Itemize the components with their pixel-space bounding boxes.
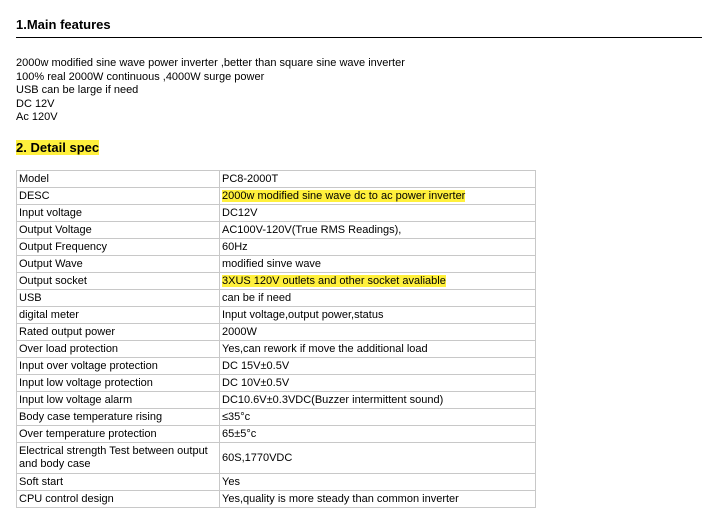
- spec-label: Output Wave: [17, 256, 220, 273]
- spec-label: Model: [17, 171, 220, 188]
- spec-value: 2000W: [220, 324, 536, 341]
- detail-spec-heading-text: 2. Detail spec: [16, 140, 100, 155]
- spec-value: modified sinve wave: [220, 256, 536, 273]
- feature-line: Ac 120V: [16, 111, 58, 123]
- table-row: [17, 324, 536, 341]
- spec-value: DC 15V±0.5V: [220, 358, 536, 375]
- table-row: [17, 273, 536, 290]
- feature-line: 2000w modified sine wave power inverter ,better than square sine wave inverter: [16, 57, 405, 69]
- spec-value: [220, 273, 536, 290]
- table-row: [17, 474, 536, 491]
- feature-line: USB can be large if need: [16, 84, 139, 96]
- spec-label: Input over voltage protection: [17, 358, 220, 375]
- spec-value: DC 10V±0.5V: [220, 375, 536, 392]
- spec-label: Output socket: [17, 273, 220, 290]
- spec-label: Soft start: [17, 474, 220, 491]
- table-row: [17, 443, 536, 474]
- spec-label: Input voltage: [17, 205, 220, 222]
- spec-label: USB: [17, 290, 220, 307]
- table-row: [17, 307, 536, 324]
- features-list: [16, 57, 405, 125]
- spec-table: [16, 170, 536, 508]
- spec-label: digital meter: [17, 307, 220, 324]
- table-row: [17, 239, 536, 256]
- feature-line: DC 12V: [16, 97, 55, 110]
- spec-label: Output Frequency: [17, 239, 220, 256]
- spec-value: 60S,1770VDC: [220, 443, 536, 474]
- spec-label: Body case temperature rising: [17, 409, 220, 426]
- spec-label: Input low voltage protection: [17, 375, 220, 392]
- spec-value: can be if need: [220, 290, 536, 307]
- table-row: [17, 358, 536, 375]
- detail-spec-heading: [16, 140, 99, 155]
- highlighted-value: 2000w modified sine wave dc to ac power inverter: [222, 189, 466, 202]
- spec-value: DC12V: [220, 205, 536, 222]
- table-row: [17, 290, 536, 307]
- spec-value: Yes,can rework if move the additional load: [220, 341, 536, 358]
- spec-value: ≤35°c: [220, 409, 536, 426]
- spec-label: Output Voltage: [17, 222, 220, 239]
- table-row: [17, 171, 536, 188]
- spec-label: DESC: [17, 188, 220, 205]
- table-row: [17, 409, 536, 426]
- spec-value: 65±5°c: [220, 426, 536, 443]
- spec-value: Input voltage,output power,status: [220, 307, 536, 324]
- spec-value: PC8-2000T: [220, 171, 536, 188]
- main-features-heading: 1.Main features: [16, 17, 702, 38]
- spec-value: Yes: [220, 474, 536, 491]
- spec-label: Input low voltage alarm: [17, 392, 220, 409]
- spec-label: CPU control design: [17, 491, 220, 508]
- table-row: [17, 392, 536, 409]
- highlighted-value: 3XUS 120V outlets and other socket avaliable: [222, 274, 446, 287]
- table-row: [17, 491, 536, 508]
- spec-value: Yes,quality is more steady than common inverter: [220, 491, 536, 508]
- table-row: [17, 341, 536, 358]
- spec-value: 60Hz: [220, 239, 536, 256]
- spec-label: Rated output power: [17, 324, 220, 341]
- table-row: [17, 256, 536, 273]
- spec-label: Over temperature protection: [17, 426, 220, 443]
- spec-value: AC100V-120V(True RMS Readings),: [220, 222, 536, 239]
- spec-label: Electrical strength Test between output and body case: [17, 443, 220, 474]
- table-row: [17, 222, 536, 239]
- table-row: [17, 426, 536, 443]
- table-row: [17, 205, 536, 222]
- table-row: [17, 188, 536, 205]
- spec-value: DC10.6V±0.3VDC(Buzzer intermittent sound): [220, 392, 536, 409]
- spec-value: [220, 188, 536, 205]
- spec-label: Over load protection: [17, 341, 220, 358]
- feature-line: 100% real 2000W continuous ,4000W surge power: [16, 70, 265, 83]
- table-row: [17, 375, 536, 392]
